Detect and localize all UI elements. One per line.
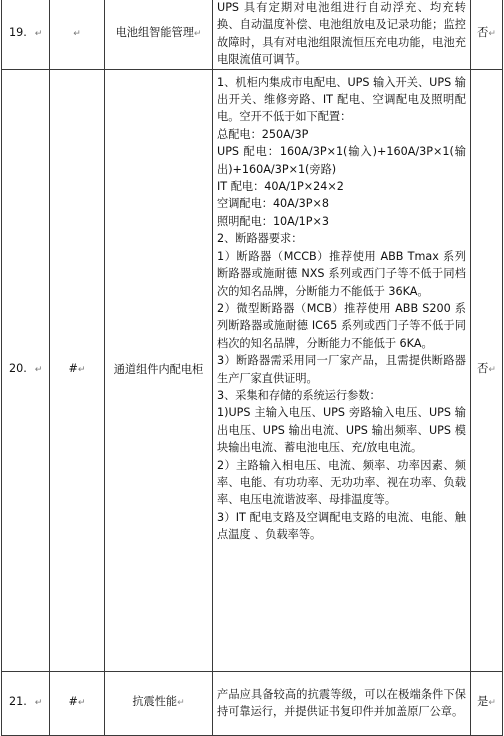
row-number: 21. bbox=[9, 695, 27, 709]
pilcrow-icon: ↵ bbox=[177, 698, 185, 709]
description-line: 照明配电：10A/1P×3 bbox=[217, 214, 329, 228]
description-line: 2、断路器要求： bbox=[217, 232, 303, 246]
return-arrow-icon: ↵ bbox=[34, 365, 43, 376]
row-number-cell bbox=[2, 69, 50, 671]
description-line: UPS 具有定期对电池组进行自动浮充、均充转换、自动温度补偿、电池组放电及记录功能；监控故障时，具有对电池组限流恒压充电功能，电池充电限流值可调节。 bbox=[217, 1, 466, 67]
return-arrow-icon: ↵ bbox=[77, 698, 86, 709]
item-name: 电池组智能管理 bbox=[115, 25, 194, 39]
item-name-cell bbox=[105, 69, 213, 671]
response-cell bbox=[471, 671, 503, 735]
table-row bbox=[2, 69, 503, 671]
description-line: 3）断路器需采用同一厂家产品，且需提供断路器生产厂家直供证明。 bbox=[217, 354, 466, 385]
item-name-cell bbox=[105, 671, 213, 735]
row-mark-cell bbox=[50, 0, 105, 69]
pilcrow-icon: ↵ bbox=[193, 28, 202, 39]
description-line: 3）IT 配电支路及空调配电支路的电流、电能、触点温度 、负载率等。 bbox=[217, 510, 466, 542]
spec-table bbox=[1, 0, 503, 736]
table-row bbox=[2, 671, 503, 735]
response-value: 否 bbox=[477, 362, 489, 376]
description-line: 2）主路输入相电压、电流、频率、功率因素、频率、电能、有功功率、无功功率、视在功率、负载率、电压电流谐波率、母排温度等。 bbox=[217, 458, 466, 507]
description-line: 2）微型断路器（MCB）推荐使用 ABB S200 系列断路器或施耐德 IC65 系列或西门子等不低于同档次的知名品牌，分断能力不能低于 6KA。 bbox=[217, 301, 466, 350]
item-name-cell bbox=[105, 0, 213, 69]
description-line: IT 配电：40A/1P×24×2 bbox=[217, 180, 344, 194]
item-description bbox=[213, 671, 471, 735]
row-number-cell bbox=[2, 671, 50, 735]
return-arrow-icon: ↵ bbox=[77, 365, 86, 376]
response-cell bbox=[471, 0, 503, 69]
description-line: 总配电：250A/3P bbox=[217, 127, 309, 141]
pilcrow-icon: ↵ bbox=[488, 698, 496, 709]
response-value: 否 bbox=[477, 25, 489, 39]
description-line: UPS 配电：160A/3P×1(输入)+160A/3P×1(输出)+160A/3P×1(旁路) bbox=[217, 145, 466, 176]
pilcrow-icon: ↵ bbox=[488, 365, 496, 376]
item-name: 抗震性能 bbox=[132, 695, 178, 709]
pilcrow-icon: ↵ bbox=[488, 28, 496, 39]
return-arrow-icon: ↵ bbox=[34, 698, 43, 709]
item-description bbox=[213, 69, 471, 671]
row-number: 19. bbox=[9, 25, 27, 39]
item-name: 通道组件内配电柜 bbox=[113, 363, 204, 377]
description-line: 空调配电：40A/3P×8 bbox=[217, 197, 329, 211]
response-cell bbox=[471, 69, 503, 671]
description-line: 1）断路器（MCCB）推荐使用 ABB Tmax 系列断路器或施耐德 NXS 系列或西门子等不低于同档次的知名品牌，分断能力不能低于 36KA。 bbox=[217, 249, 466, 298]
row-mark: # bbox=[68, 695, 78, 709]
row-mark-cell bbox=[50, 671, 105, 735]
response-value: 是 bbox=[477, 695, 489, 709]
row-number-cell bbox=[2, 0, 50, 69]
item-description bbox=[213, 0, 471, 69]
description-line: 1)UPS 主输入电压、UPS 旁路输入电压、UPS 输出电压、UPS 输出电流、UPS 输出频率、UPS 模块输出电流、蓄电池电压、充/放电电流。 bbox=[217, 406, 466, 455]
row-mark-cell bbox=[50, 69, 105, 671]
description-line: 3、采集和存储的系统运行参数： bbox=[217, 388, 381, 402]
row-mark: # bbox=[68, 362, 78, 376]
row-number: 20. bbox=[9, 362, 27, 376]
return-arrow-icon: ↵ bbox=[34, 28, 43, 39]
return-arrow-icon: ↵ bbox=[73, 28, 81, 39]
description-line: 产品应具备较高的抗震等级，可以在极端条件下保持可靠运行，并提供证书复印件并加盖原厂公章。 bbox=[217, 687, 466, 719]
description-line: 1、机柜内集成市电配电、UPS 输入开关、UPS 输出开关、维修旁路、IT 配电、空调配电及照明配电。空开不低于如下配置： bbox=[217, 75, 466, 124]
table-row bbox=[2, 0, 503, 69]
